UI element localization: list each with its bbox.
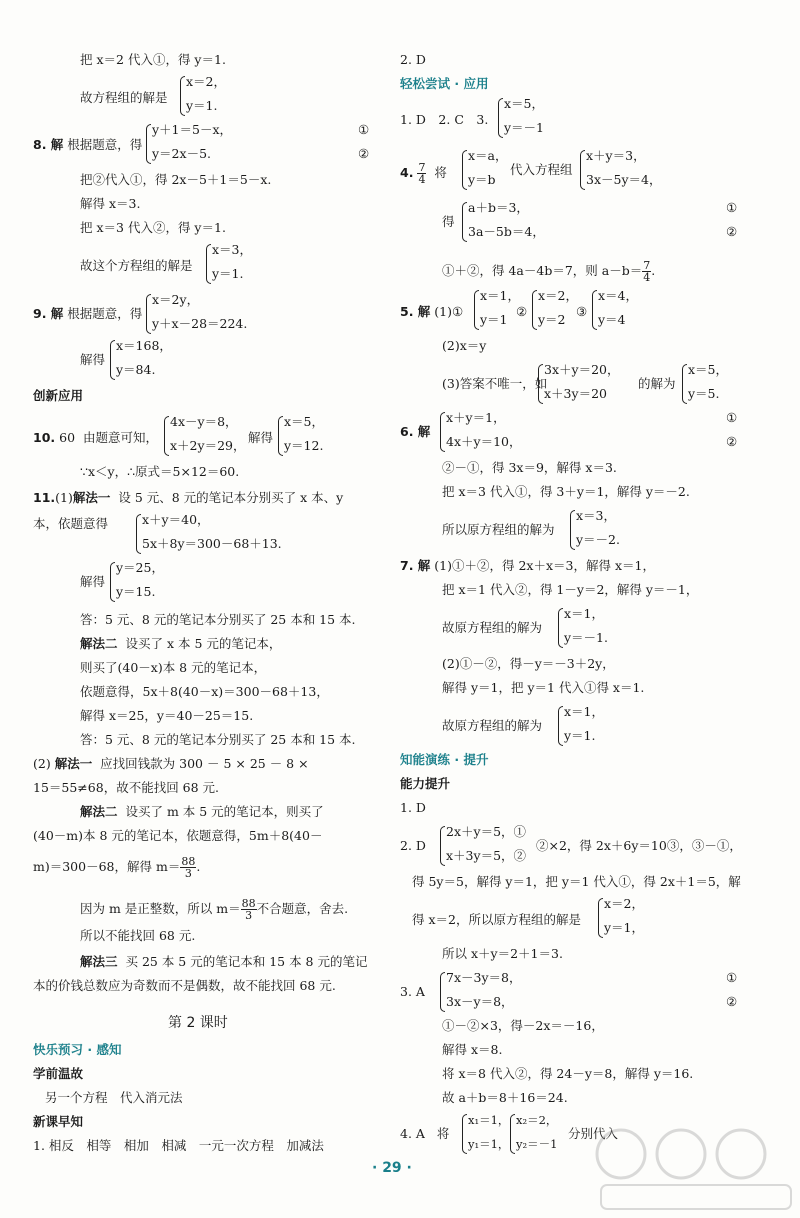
text-line: 得 5y＝5，解得 y＝1，把 y＝1 代入①，得 2x＋1＝5，解 — [412, 874, 741, 889]
problem-number: 4. — [400, 165, 414, 180]
equation: x＝2， — [538, 288, 579, 303]
section-heading: 学前温故 — [33, 1066, 84, 1081]
text-line: 故这个方程组的解是 — [80, 258, 193, 273]
equation: y＝1. — [212, 266, 244, 281]
method-label: 解法三 — [80, 954, 118, 969]
equation-tag: ① — [726, 970, 738, 985]
equation: y＝1. — [186, 98, 218, 113]
equation: 3a－5b＝4， — [468, 224, 545, 239]
text: 将 — [436, 1126, 450, 1141]
equation: y＝2 — [538, 312, 566, 327]
watermark-logo — [591, 1119, 796, 1214]
text-line: 另一个方程 代入消元法 — [45, 1090, 183, 1105]
text: 分别代入 — [568, 1126, 619, 1141]
equation: y＋1＝5－x， — [152, 122, 233, 137]
fraction: $\frac{88}{3}$ — [181, 855, 196, 880]
equation: x＝5， — [284, 414, 325, 429]
text-line: (2)x＝y — [442, 338, 487, 353]
equation: 3x－5y＝4， — [586, 172, 662, 187]
equation: x₁＝1， — [468, 1113, 510, 1127]
equation: x＝1， — [480, 288, 521, 303]
text: 设买了 m 本 5 元的笔记本，则买了 — [125, 804, 324, 819]
text: 解得 — [248, 430, 274, 445]
text-line: (40－m)本 8 元的笔记本，依题意得，5m＋8(40－ — [33, 828, 323, 843]
text: (3)答案不唯一，如 — [442, 376, 548, 391]
problem-number: 2. D — [400, 838, 426, 853]
equation: y＝84. — [116, 362, 156, 377]
fraction: $\frac{7}{4}$ — [643, 259, 651, 284]
equation: y＝12. — [284, 438, 324, 453]
text-line: ∵x＜y，∴原式＝5×12＝60. — [80, 464, 240, 479]
brace — [580, 150, 585, 190]
text-line: 解得 — [80, 352, 106, 367]
brace — [462, 202, 467, 242]
text-line: 2. D — [400, 52, 426, 67]
brace — [538, 364, 543, 404]
text: ①＋②，得 4a－4b＝7，则 a－b＝ — [442, 263, 643, 278]
section-heading: 新课早知 — [33, 1114, 84, 1129]
answer: 60 — [59, 430, 76, 445]
text-line: 故方程组的解是 — [80, 90, 168, 105]
text: (1) — [55, 490, 73, 505]
equation: x＝2， — [186, 74, 227, 89]
equation: x＝5， — [688, 362, 729, 377]
equation: x＝2， — [604, 896, 645, 911]
brace — [474, 290, 479, 330]
equation: x＝3， — [212, 242, 253, 257]
brace — [110, 562, 115, 602]
equation-tag: ① — [726, 410, 738, 425]
text-line: 则买了(40－x)本 8 元的笔记本， — [80, 660, 267, 675]
text: 买 25 本 5 元的笔记本和 15 本 8 元的笔记 — [125, 954, 368, 969]
equation: y＝－2. — [576, 532, 620, 547]
equation: y＝25， — [116, 560, 164, 575]
problem-number: 11. — [33, 490, 56, 505]
text: 根据题意，得 — [67, 306, 143, 321]
text: 代入方程组 — [510, 162, 573, 177]
equation: x＋3y＝5，② — [446, 848, 527, 863]
equation: x＝2y， — [152, 292, 200, 307]
problem-number: 4. A — [400, 1126, 425, 1141]
equation: y＝－1. — [564, 630, 608, 645]
section-heading: 轻松尝试 · 应用 — [400, 76, 489, 91]
brace — [440, 412, 445, 452]
text-line: 本，依题意得 — [33, 516, 109, 531]
equation: 5x＋8y＝300－68＋13. — [142, 536, 282, 551]
brace — [146, 294, 151, 334]
text-line: 依题意得，5x＋8(40－x)＝300－68＋13， — [80, 684, 329, 699]
equation: a＋b＝3， — [468, 200, 529, 215]
brace — [462, 1114, 467, 1154]
equation: x＝1， — [564, 704, 605, 719]
section-heading: 能力提升 — [400, 776, 451, 791]
equation-tag: ② — [358, 146, 370, 161]
text-line: 把 x＝1 代入②，得 1－y＝2，解得 y＝－1， — [442, 582, 699, 597]
brace — [206, 244, 211, 284]
equation: 3x＋y＝20， — [544, 362, 620, 377]
brace — [180, 76, 185, 116]
equation: y＝b — [468, 172, 496, 187]
text-line: 把②代入①，得 2x－5＋1＝5－x. — [80, 172, 272, 187]
equation: y＝4 — [598, 312, 626, 327]
text-line: 答：5 元、8 元的笔记本分别买了 25 本和 15 本. — [80, 612, 356, 627]
method-label: 解法二 — [80, 636, 118, 651]
equation: x＋y＝1， — [446, 410, 506, 425]
equation: y＝1 — [480, 312, 508, 327]
equation: y＝1. — [564, 728, 596, 743]
text: 设 5 元、8 元的笔记本分别买了 x 本、y — [118, 490, 344, 505]
equation-tag: ② — [726, 434, 738, 449]
equation: 4x＋y＝10， — [446, 434, 522, 449]
text-line: 本的价钱总数应为奇数而不是偶数，故不能找回 68 元. — [33, 978, 336, 993]
section-heading: 知能演练 · 提升 — [400, 752, 489, 767]
text-line: 故 a＋b＝8＋16＝24. — [442, 1090, 568, 1105]
text: 故原方程组的解为 — [442, 718, 543, 733]
equation: y＝15. — [116, 584, 156, 599]
equation: x＝a， — [468, 148, 508, 163]
equation: y＋x－28＝224. — [152, 316, 248, 331]
text-line: 把 x＝3 代入①，得 3＋y＝1，解得 y＝－2. — [442, 484, 690, 499]
brace — [136, 514, 141, 554]
problem-number: 7. 解 — [400, 558, 431, 573]
lesson-title: 第 2 课时 — [168, 1015, 228, 1031]
text-line: 1. D — [400, 800, 426, 815]
problem-number: 8. 解 — [33, 137, 64, 152]
text-line: 解得 y＝1，把 y＝1 代入①得 x＝1. — [442, 680, 645, 695]
method-label: 解法二 — [80, 804, 118, 819]
text: 故原方程组的解为 — [442, 620, 543, 635]
equation: y＝1， — [604, 920, 645, 935]
text: ③ — [576, 304, 588, 319]
text: 根据题意，得 — [67, 137, 143, 152]
equation: y₁＝1， — [468, 1137, 510, 1151]
brace — [146, 124, 151, 164]
brace — [532, 290, 537, 330]
brace — [598, 898, 603, 938]
text: 将 — [434, 165, 447, 180]
problem-number: 3. A — [400, 984, 425, 999]
equation: x＋2y＝29， — [170, 438, 246, 453]
text-line: ①－②×3，得－2x＝－16， — [442, 1018, 604, 1033]
brace — [462, 150, 467, 190]
text: (1)① — [434, 304, 464, 319]
text: 得 — [442, 214, 455, 229]
text: 因为 m 是正整数，所以 m＝ — [80, 901, 241, 916]
text: 应找回钱款为 300 － 5 × 25 － 8 × — [100, 756, 309, 771]
brace — [278, 416, 283, 456]
section-heading: 快乐预习 · 感知 — [33, 1042, 122, 1057]
text: 设买了 x 本 5 元的笔记本， — [125, 636, 282, 651]
equation: y₂＝－1 — [516, 1137, 558, 1151]
text-line: 把 x＝3 代入②，得 y＝1. — [80, 220, 226, 235]
text: 所以原方程组的解为 — [442, 522, 555, 537]
text-line: 1. D 2. C 3. — [400, 112, 489, 127]
text-line: ②－①，得 3x＝9，解得 x＝3. — [442, 460, 617, 475]
equation: x＝4， — [598, 288, 639, 303]
equation: y＝5. — [688, 386, 720, 401]
equation: 3x－y＝8， — [446, 994, 514, 1009]
text-line: 把 x＝2 代入①，得 y＝1. — [80, 52, 226, 67]
brace — [110, 340, 115, 380]
equation-tag: ② — [726, 224, 738, 239]
text: 得 x＝2，所以原方程组的解是 — [412, 912, 581, 927]
text-line: 15＝55≠68，故不能找回 68 元. — [33, 780, 220, 795]
text-line: 解得 x＝8. — [442, 1042, 503, 1057]
equation: 2x＋y＝5，① — [446, 824, 527, 839]
brace — [440, 972, 445, 1012]
brace — [558, 706, 563, 746]
equation: x＋3y＝20 — [544, 386, 607, 401]
brace — [510, 1114, 515, 1154]
text: 由题意可知， — [83, 430, 159, 445]
equation: x＋y＝40， — [142, 512, 210, 527]
equation: y＝－1 — [504, 120, 545, 135]
equation: x＝5， — [504, 96, 545, 111]
text: m)＝300－68，解得 m＝ — [33, 859, 181, 874]
equation: x₂＝2， — [516, 1113, 558, 1127]
equation: x＋y＝3， — [586, 148, 646, 163]
problem-number: 10. — [33, 430, 56, 445]
brace — [558, 608, 563, 648]
text: ② — [516, 304, 528, 319]
text-line: 解得 x＝25，y＝40－25＝15. — [80, 708, 254, 723]
equation: x＝3， — [576, 508, 617, 523]
text-line: 将 x＝8 代入②，得 24－y＝8，解得 y＝16. — [442, 1066, 694, 1081]
equation: x＝168， — [116, 338, 172, 353]
method-label: 解法一 — [72, 490, 111, 505]
text-line: (2)①－②，得－y＝－3＋2y， — [442, 656, 615, 671]
problem-number: 5. 解 — [400, 304, 431, 319]
problem-number: 6. 解 — [400, 424, 431, 439]
text-line: 解得 x＝3. — [80, 196, 141, 211]
brace — [498, 98, 503, 138]
problem-number: 9. 解 — [33, 306, 64, 321]
equation: x＝1， — [564, 606, 605, 621]
brace — [682, 364, 687, 404]
equation-tag: ① — [726, 200, 738, 215]
method-label: 解法一 — [54, 756, 93, 771]
brace — [592, 290, 597, 330]
brace — [164, 416, 169, 456]
fraction: $\frac{7}{4}$ — [418, 161, 426, 186]
equation-tag: ② — [726, 994, 738, 1009]
text-line: 解得 — [80, 574, 106, 589]
equation: 7x－3y＝8， — [446, 970, 522, 985]
page-number: · 29 · — [372, 1160, 412, 1176]
text-line: 所以不能找回 68 元. — [80, 928, 196, 943]
equation-tag: ① — [358, 122, 370, 137]
text: 不合题意，舍去. — [256, 901, 349, 916]
equation: y＝2x－5. — [152, 146, 211, 161]
text: (1)①＋②，得 2x＋x＝3，解得 x＝1， — [434, 558, 655, 573]
section-heading: 创新应用 — [33, 388, 84, 403]
text: (2) — [33, 756, 51, 771]
brace — [440, 826, 445, 866]
text: 的解为 — [638, 376, 676, 391]
text-line: 所以 x＋y＝2＋1＝3. — [442, 946, 563, 961]
fraction: $\frac{88}{3}$ — [241, 897, 256, 922]
brace — [570, 510, 575, 550]
text: ②×2，得 2x＋6y＝10③，③－①， — [536, 838, 742, 853]
text-line: 1. 相反 相等 相加 相减 一元一次方程 加减法 — [33, 1138, 324, 1153]
text-line: 答：5 元、8 元的笔记本分别买了 25 本和 15 本. — [80, 732, 356, 747]
equation: 4x－y＝8， — [170, 414, 238, 429]
